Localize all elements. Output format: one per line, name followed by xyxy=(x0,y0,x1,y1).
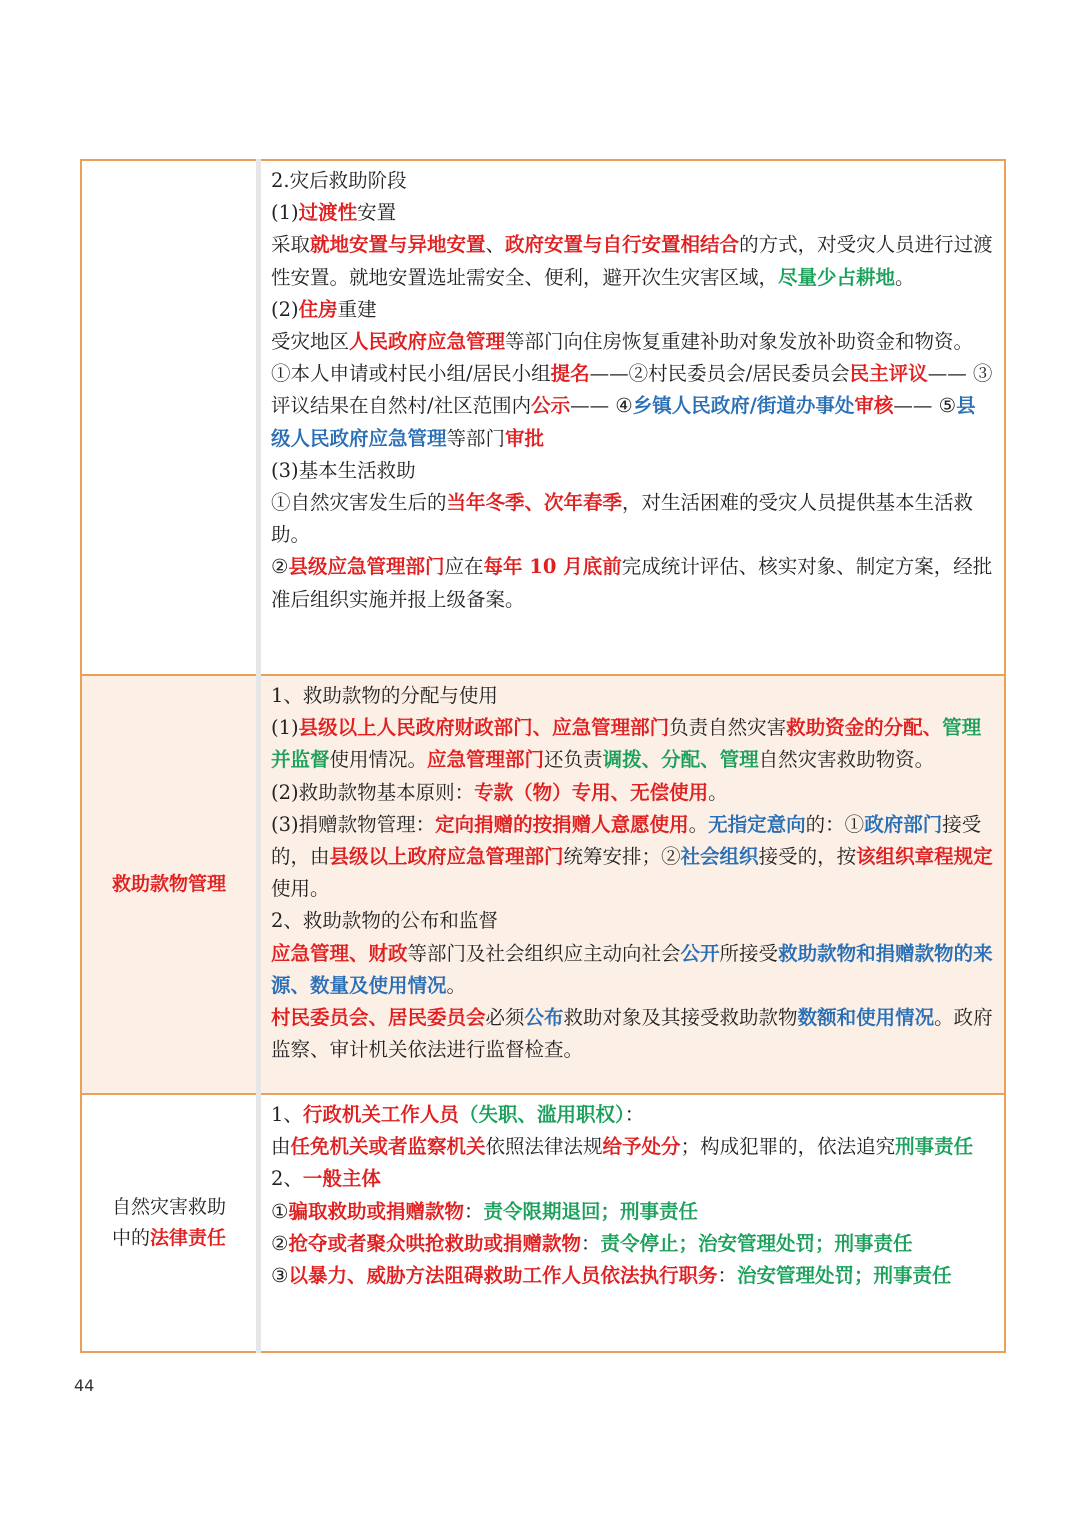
text-segment: 采取 xyxy=(271,233,311,257)
text-segment: 救助款物管理 xyxy=(111,873,226,895)
text-segment: 依照法律法规 xyxy=(485,1135,603,1159)
text-segment: 中的 xyxy=(111,1227,150,1249)
text-segment: 数额和使用情况 xyxy=(797,1006,935,1030)
text-segment: 重建 xyxy=(337,297,377,321)
text-segment: ： xyxy=(717,1264,738,1288)
text-segment: 社会组织 xyxy=(680,845,759,869)
text-segment: 提名 xyxy=(550,362,590,386)
page-number: 44 xyxy=(74,1376,95,1395)
content-paragraph xyxy=(271,455,994,487)
text-segment: 救助资金的分配、 xyxy=(786,716,943,740)
content-paragraph xyxy=(271,1228,994,1260)
text-segment: 无指定意向 xyxy=(708,812,806,836)
text-segment: 接受的，按 xyxy=(758,845,857,869)
text-segment: 过渡性 xyxy=(298,201,358,225)
text-segment: (2) xyxy=(271,297,299,321)
text-segment: 、 xyxy=(485,233,506,257)
text-segment: 2.灾后救助阶段 xyxy=(271,169,407,192)
content-paragraph xyxy=(271,938,994,1002)
text-segment: 应急管理、财政 xyxy=(271,941,408,965)
content-paragraph xyxy=(271,777,994,809)
text-segment: 自然灾害救助 xyxy=(111,1196,226,1218)
table-row xyxy=(81,675,1005,1094)
text-segment: 使用情况。 xyxy=(329,748,428,772)
text-segment: 县级以上政府应急管理部门 xyxy=(329,845,564,869)
text-segment: 的：① xyxy=(805,812,865,836)
content-paragraph xyxy=(271,487,994,551)
text-segment: 当年冬季、次年春季 xyxy=(446,491,623,515)
content-paragraph xyxy=(271,1163,994,1195)
text-segment: 完成统计评估、核实对象、制定方案，经批准后组织实施并报上级备案。 xyxy=(271,555,993,611)
content-cell xyxy=(259,1094,1006,1352)
text-segment: 县级以上人民政府财政部门、应急管理部门 xyxy=(298,716,670,740)
category-line xyxy=(88,1192,250,1223)
text-segment: 。 xyxy=(688,812,709,836)
text-segment: 审核 xyxy=(854,394,894,418)
text-segment: ② xyxy=(271,555,289,579)
text-segment: 人民政府应急管理 xyxy=(349,330,506,354)
text-segment: 1、救助款物的分配与使用 xyxy=(271,684,498,707)
text-segment: 专款（物）专用、无偿使用 xyxy=(474,780,709,804)
text-segment: 。政府监察、审计机关依法进行监督检查。 xyxy=(271,1006,993,1062)
text-segment: 等部门及社会组织应主动向社会 xyxy=(407,941,681,965)
text-segment: 受灾地区 xyxy=(271,330,350,354)
text-segment: ： xyxy=(581,1231,601,1255)
text-segment: ② xyxy=(271,1231,289,1255)
table-row xyxy=(81,1094,1005,1352)
text-segment: ，对生活困难的受灾人员提供基本生活救助。 xyxy=(271,491,974,547)
text-segment: (1) xyxy=(271,716,299,740)
content-paragraph xyxy=(271,326,994,358)
content-paragraph xyxy=(271,294,994,326)
text-segment: 民主评议 xyxy=(849,362,928,386)
text-segment: 任免机关或者监察机关 xyxy=(290,1135,486,1159)
text-segment: 2、 xyxy=(271,1167,303,1191)
text-segment: (1) xyxy=(271,201,299,225)
text-segment: 救助对象及其接受救助款物 xyxy=(563,1006,798,1030)
content-paragraph xyxy=(271,165,994,197)
text-segment: ——②村民委员会/居民委员会 xyxy=(589,362,850,386)
notes-table-body xyxy=(81,160,1005,1352)
content-paragraph xyxy=(271,712,994,776)
text-segment: 村民委员会、居民委员会 xyxy=(271,1006,486,1030)
text-segment: 应在 xyxy=(444,555,484,579)
content-paragraph xyxy=(271,551,994,615)
content-paragraph xyxy=(271,358,994,455)
text-segment: 行政机关工作人员 xyxy=(302,1103,459,1126)
text-segment: 由 xyxy=(271,1135,291,1159)
text-segment: 县级应急管理部门 xyxy=(288,555,445,579)
text-segment: 抢夺或者聚众哄抢救助或捐赠款物 xyxy=(288,1231,581,1255)
text-segment: 乡镇人民政府/街道办事处 xyxy=(632,394,855,418)
text-segment: 刑事责任 xyxy=(895,1135,974,1159)
text-segment: ① xyxy=(271,1199,289,1223)
text-segment: ；构成犯罪的，依法追究 xyxy=(680,1135,896,1159)
text-segment: 公布 xyxy=(524,1006,564,1030)
text-segment: ： xyxy=(624,1103,645,1126)
text-segment: 2、救助款物的公布和监督 xyxy=(271,909,498,933)
content-paragraph xyxy=(271,809,994,906)
content-paragraph xyxy=(271,229,994,293)
notes-table xyxy=(80,159,1006,1353)
text-segment: —— ⑤ xyxy=(893,394,957,418)
text-segment: 给予处分 xyxy=(602,1135,681,1159)
text-segment: (3)基本生活救助 xyxy=(271,458,416,482)
text-segment: 的方式，对受灾人员进行过渡性安置。就地安置选址需安全、便利，避开次生灾害区域， xyxy=(271,233,993,289)
text-segment: ①本人申请或村民小组/居民小组 xyxy=(271,362,551,386)
text-segment: —— ④ xyxy=(570,394,633,418)
text-segment: 尽量少占耕地 xyxy=(778,265,896,289)
text-segment: 以暴力、威胁方法阻碍救助工作人员依法执行职务 xyxy=(288,1264,718,1288)
text-segment: (3)捐赠款物管理： xyxy=(271,812,436,836)
notes-sheet xyxy=(80,159,1006,1353)
text-segment: 调拨、分配、管理 xyxy=(602,748,759,772)
text-segment: ③ xyxy=(271,1264,289,1288)
content-paragraph xyxy=(271,1260,994,1292)
text-segment: （失职、滥用职权） xyxy=(458,1103,625,1126)
text-segment: 政府部门 xyxy=(864,812,943,836)
text-segment: 。 xyxy=(895,265,915,289)
text-segment: ①自然灾害发生后的 xyxy=(271,491,447,515)
content-paragraph xyxy=(271,1002,994,1066)
content-paragraph xyxy=(271,680,994,712)
text-segment: 等部门 xyxy=(446,426,506,450)
text-segment: 一般主体 xyxy=(302,1167,381,1191)
text-segment: 还负责 xyxy=(544,748,603,772)
text-segment: 住房 xyxy=(298,297,338,321)
content-paragraph xyxy=(271,905,994,937)
content-paragraph xyxy=(271,1131,994,1163)
text-segment: (2)救助款物基本原则： xyxy=(271,780,475,804)
content-cell xyxy=(259,675,1006,1094)
text-segment: 政府安置与自行安置相结合 xyxy=(505,233,740,257)
text-segment: 就地安置与异地安置 xyxy=(310,233,486,257)
text-segment: 公示 xyxy=(531,394,571,418)
text-segment: 应急管理部门 xyxy=(427,748,545,772)
content-paragraph xyxy=(271,197,994,229)
content-cell xyxy=(259,160,1006,675)
text-segment: 治安管理处罚；刑事责任 xyxy=(737,1264,952,1288)
text-segment: 县级人民政府应急管理 xyxy=(271,394,976,450)
text-segment: ： xyxy=(464,1199,484,1223)
category-cell xyxy=(81,1094,259,1352)
text-segment: 安置 xyxy=(357,201,397,225)
content-paragraph xyxy=(271,1099,994,1131)
text-segment: 救助款物和捐赠款物的来源、数量及使用情况 xyxy=(271,941,993,997)
text-segment: 。 xyxy=(708,780,728,804)
text-segment: —— ③评议结果在自然村/社区范围内 xyxy=(271,362,993,418)
text-segment: 责令限期退回；刑事责任 xyxy=(483,1199,699,1223)
table-row xyxy=(81,160,1005,675)
text-segment: 定向捐赠的按捐赠人意愿使用 xyxy=(435,812,689,836)
text-segment: 等部门向住房恢复重建补助对象发放补助资金和物资。 xyxy=(505,330,974,354)
text-segment: 接受的，由 xyxy=(271,812,982,869)
text-segment: 1、 xyxy=(271,1103,303,1126)
text-segment: 该组织章程规定 xyxy=(856,845,993,869)
text-segment: 管理并监督 xyxy=(271,716,982,772)
category-line xyxy=(88,869,250,900)
category-line xyxy=(88,1223,250,1254)
text-segment: 公开 xyxy=(680,941,720,965)
text-segment: 每年 10 月底前 xyxy=(483,555,622,579)
category-cell xyxy=(81,675,259,1094)
text-segment: 统筹安排；② xyxy=(563,845,681,869)
content-paragraph xyxy=(271,1196,994,1228)
text-segment: 责令停止；治安管理处罚；刑事责任 xyxy=(600,1231,913,1255)
text-segment: 。 xyxy=(446,973,467,997)
text-segment: 法律责任 xyxy=(150,1227,227,1249)
text-segment: 必须 xyxy=(485,1006,525,1030)
category-cell xyxy=(81,160,259,675)
text-segment: 所接受 xyxy=(719,941,779,965)
text-segment: 骗取救助或捐赠款物 xyxy=(288,1199,464,1223)
text-segment: 使用。 xyxy=(271,877,330,901)
text-segment: 负责自然灾害 xyxy=(669,716,787,740)
text-segment: 自然灾害救助物资。 xyxy=(758,748,935,772)
text-segment: 审批 xyxy=(505,426,545,450)
